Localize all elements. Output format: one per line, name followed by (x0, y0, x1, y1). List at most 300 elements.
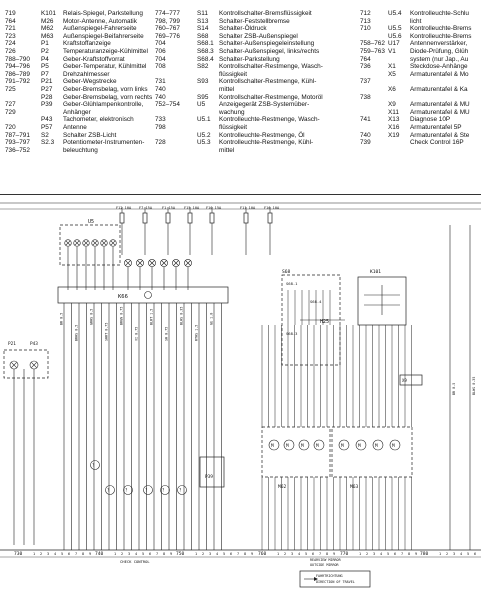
bottom-label: DIRECTION OF TRAVEL (316, 580, 355, 584)
legend-desc: Potentiometer-Instrumenten- (63, 139, 145, 147)
legend-code: P5 (41, 63, 49, 71)
legend-row (155, 109, 323, 117)
legend-row (155, 63, 323, 71)
legend-code: X5 (388, 70, 396, 78)
legend-num: 712 (360, 10, 371, 17)
legend-row (360, 40, 471, 48)
legend-num: 727 (5, 101, 16, 109)
component-label: M62 (278, 485, 287, 490)
legend-desc: Armaturentafel 5P (410, 123, 462, 131)
bus-digit: 3 (453, 552, 456, 556)
legend-code: P21 (41, 78, 53, 86)
legend-code: K101 (41, 10, 56, 17)
legend-num: 764 (5, 17, 16, 25)
legend-row (155, 147, 323, 155)
legend-num: 788–790 (5, 55, 30, 63)
component-label: M63 (350, 485, 359, 490)
motor-glyph: M (375, 444, 378, 449)
legend-desc: Kontrolleuchte-Brems (410, 25, 472, 33)
sensor-glyph: ? (107, 487, 110, 493)
legend-desc: Kontrollschalter-Restmenge, Wasch- (219, 63, 323, 71)
legend-code: U5.1 (197, 116, 211, 124)
legend-row (155, 40, 323, 48)
legend-row (360, 48, 471, 56)
legend-code: M62 (41, 25, 54, 33)
bus-digit: 6 (312, 552, 315, 556)
legend-num: 798, 799 (155, 17, 180, 25)
fuse-label: F12 10A (116, 206, 132, 210)
legend-desc: mittel (219, 146, 235, 154)
legend-num (360, 33, 388, 41)
motor-glyph: M (341, 444, 344, 449)
legend-row (5, 78, 152, 86)
legend-row (5, 18, 152, 26)
legend-num: 740 (155, 85, 166, 93)
legend-desc: Kontrolleuchte-Restmenge, Wasch- (219, 116, 320, 124)
sensor-glyph: ? (92, 462, 95, 468)
bus-digit: 9 (89, 552, 92, 556)
legend-row (5, 56, 152, 64)
fuse-symbol (244, 213, 248, 223)
bus-number: 750 (176, 552, 185, 557)
legend-desc: Außenspiegel-Beifahrerseite (63, 32, 144, 40)
bus-digit: 8 (408, 552, 411, 556)
wire-color-label: BRGN 0.75 (119, 306, 124, 325)
legend-column-3 (360, 10, 471, 147)
legend-row (360, 109, 471, 117)
bottom-label: CHECK CONTROL (120, 559, 150, 564)
legend-code: X19 (388, 131, 400, 139)
bus-digit: 4 (135, 552, 138, 556)
legend-row (155, 139, 323, 147)
legend-code: P7 (41, 70, 49, 78)
legend-num: 733 (155, 116, 166, 124)
bus-digit: 5 (223, 552, 226, 556)
legend-desc: Kontrolleuchte-Restmenge, Öl (219, 131, 305, 139)
legend-code: P28 (41, 93, 53, 101)
wire-color-label: VI 0.75 (134, 326, 139, 341)
legend-desc: Armaturentafel & Ste (410, 131, 470, 139)
legend-num: 737 (360, 78, 371, 86)
fuse-symbol (210, 213, 214, 223)
legend-row (360, 25, 471, 33)
component-label: X9 (402, 378, 407, 383)
legend-num: 769–776 (155, 32, 180, 40)
legend-row (360, 124, 471, 132)
legend-num: 794–796 (5, 63, 30, 71)
legend-code: U5.3 (197, 139, 211, 147)
legend-desc: Geber-Bremsbelag, vorn rechts (63, 93, 153, 101)
legend-row (360, 86, 471, 94)
sensor-glyph: ? (125, 487, 128, 493)
legend-code (388, 78, 410, 86)
legend-code: X1 (388, 63, 396, 71)
legend-row (155, 48, 323, 56)
legend-num: 740 (360, 131, 371, 139)
legend-num: 774–777 (155, 10, 180, 17)
legend-desc: Armaturentafel & Mo (410, 70, 469, 78)
legend-code: X6 (388, 85, 396, 93)
bus-digit: 8 (82, 552, 85, 556)
bus-digit: 7 (319, 552, 322, 556)
fuse-label: F1 15A (162, 206, 175, 210)
legend-code: U17 (388, 40, 400, 48)
sensor-glyph: ? (162, 487, 165, 493)
legend-code: X9 (388, 101, 396, 109)
legend-desc: Armaturentafel & MU (410, 101, 470, 109)
legend-num: 713 (360, 17, 371, 25)
wire-color-label: RTWS 1.5 (194, 324, 199, 341)
m62-mirror-assembly (262, 427, 330, 477)
bus-digit: 1 (33, 552, 36, 556)
legend-desc: Schalter-Außenspiegeleinstellung (219, 40, 315, 48)
legend-row (155, 132, 323, 140)
legend-num: 729 (5, 108, 16, 116)
legend-desc: mittel (219, 85, 235, 93)
legend-desc: flüssigkeit (219, 123, 248, 131)
legend-num: 719 (5, 10, 16, 17)
legend-code: S68.1 (197, 40, 214, 48)
legend-desc: flüssigkeit (219, 70, 248, 78)
legend-desc: Motor-Antenne, Automatik (63, 17, 137, 25)
legend-code: S14 (197, 25, 209, 33)
legend-num: 721 (5, 25, 16, 33)
legend-code: U5.5 (388, 25, 402, 33)
legend-row (155, 124, 323, 132)
legend-num (5, 94, 41, 102)
legend-code: S13 (197, 17, 209, 25)
bus-digit: 2 (40, 552, 43, 556)
motor-glyph: M (316, 444, 319, 449)
legend-desc: Kraftstoffanzeige (63, 40, 111, 48)
legend-code: S2 (41, 131, 49, 139)
legend-num: 758–762 (360, 40, 385, 48)
legend-num: 786–789 (5, 70, 30, 78)
legend-row (155, 71, 323, 79)
bus-digit: 3 (128, 552, 131, 556)
legend-code: S68.4 (197, 55, 214, 63)
bus-digit: 2 (366, 552, 369, 556)
legend-row (5, 10, 152, 18)
legend-desc: Geber-Bremsbelag, vorn links (63, 85, 148, 93)
legend-code (197, 124, 219, 132)
bus-digit: 1 (114, 552, 117, 556)
legend-row (360, 18, 471, 26)
bus-digit: 1 (359, 552, 362, 556)
fuse-label: F16 10A (264, 206, 280, 210)
legend-num: 764 (360, 55, 371, 63)
legend-desc: Check Control 16P (410, 139, 464, 147)
legend-desc: Schalter-Öldruck (219, 25, 267, 33)
component-label: U5 (88, 219, 95, 225)
legend-desc: Schalter-Außenspiegel, links/rechts (219, 47, 320, 55)
legend-num: 738 (360, 93, 371, 101)
legend-desc: Anzeigegerät ZSB-Systemüber- (219, 101, 310, 109)
legend-desc: Diode-Prüfung, Glüh (410, 47, 469, 55)
legend-row (5, 116, 152, 124)
bus-digit: 4 (54, 552, 57, 556)
bus-digit: 3 (373, 552, 376, 556)
legend-desc: Kontrollschalter-Restmenge, Motoröl (219, 93, 323, 101)
legend-code: U5.2 (197, 131, 211, 139)
legend-desc: system (nur Jap., Au (410, 55, 469, 63)
legend-code: S11 (197, 10, 208, 17)
bus-digit: 3 (47, 552, 50, 556)
bus-digit: 9 (333, 552, 336, 556)
legend-code: P43 (41, 116, 53, 124)
fuse-symbol (268, 213, 272, 223)
motor-glyph: M (392, 444, 395, 449)
schematic-canvas (0, 195, 481, 600)
bus-digit: 6 (394, 552, 397, 556)
bus-digit: 7 (75, 552, 78, 556)
wire-color-label: SWRT 0.75 (104, 322, 109, 341)
legend-code: U5.4 (388, 10, 402, 17)
legend-num: 724 (5, 40, 16, 48)
legend-num (360, 109, 388, 117)
legend-desc: Kontrolleuchte-Schlu (410, 10, 469, 17)
wire-color-label: BLWS 0.35 (179, 306, 184, 325)
component-label: H25 (320, 319, 330, 325)
legend-row (360, 63, 471, 71)
bus-digit: 5 (387, 552, 390, 556)
legend-desc: Geber-Wegstrecke (63, 78, 117, 86)
legend-row (155, 56, 323, 64)
component-label: K101 (370, 270, 382, 275)
legend-num: 725 (5, 85, 16, 93)
legend-row (360, 101, 471, 109)
component-label: K66 (118, 294, 128, 300)
legend-row (5, 101, 152, 109)
legend-row (360, 33, 471, 41)
legend-code (197, 71, 219, 79)
legend-row (155, 78, 323, 86)
legend-num: 704 (155, 55, 166, 63)
fuse-label: F11 10A (240, 206, 256, 210)
bus-digit: 2 (202, 552, 205, 556)
motor-glyph: M (271, 444, 274, 449)
legend-desc: Anhänger (63, 108, 91, 116)
legend-row (5, 33, 152, 41)
legend-desc: Steckdose-Anhänge (410, 63, 468, 71)
legend-desc: Kontrolleuchte-Brems (410, 32, 472, 40)
legend-code: S95 (197, 93, 209, 101)
legend-num: 752–754 (155, 101, 180, 109)
legend-num (360, 124, 388, 132)
legend-row (155, 33, 323, 41)
fuse-symbol (166, 213, 170, 223)
legend-row (360, 78, 471, 86)
legend-row (5, 147, 152, 155)
legend-code (41, 147, 63, 155)
legend-row (5, 94, 152, 102)
legend-code (388, 18, 410, 26)
bus-digit: 2 (284, 552, 287, 556)
bottom-label: FAHRTRICHTUNG (316, 574, 343, 578)
legend-num (155, 132, 197, 140)
legend-row (360, 139, 471, 147)
legend-code: X16 (388, 123, 400, 131)
bus-number: 730 (14, 552, 23, 557)
bus-digit: 1 (439, 552, 442, 556)
wire-color-label: BLRT 1.5 (149, 308, 154, 325)
legend-desc: Armaturentafel & MU (410, 108, 470, 116)
legend-code: P27 (41, 85, 53, 93)
legend-desc: Schalter-Parkstellung (219, 55, 280, 63)
bus-digit: 2 (121, 552, 124, 556)
bus-digit: 5 (467, 552, 470, 556)
bus-number: 760 (258, 552, 267, 557)
component-label: S68.3 (286, 331, 298, 336)
bus-digit: 4 (380, 552, 383, 556)
legend-code: V1 (388, 47, 396, 55)
wire-color-label: BLWS 0.35 (472, 376, 476, 395)
legend-desc: Drehzahlmesser (63, 70, 110, 78)
bus-number: 780 (420, 552, 429, 557)
component-label: P43 (30, 342, 38, 347)
bus-digit: 8 (326, 552, 329, 556)
sensor-glyph: ? (145, 487, 148, 493)
legend-num (155, 147, 197, 155)
legend-num (360, 71, 388, 79)
legend-desc: wachung (219, 108, 245, 116)
legend-row (5, 40, 152, 48)
p21-p43-box (4, 350, 48, 378)
legend-row (360, 56, 471, 64)
bus-digit: 6 (474, 552, 477, 556)
legend-code (388, 139, 410, 147)
legend-num: 728 (155, 139, 166, 147)
motor-glyph: M (286, 444, 289, 449)
motor-glyph: M (358, 444, 361, 449)
component-legend (0, 10, 481, 193)
legend-row (5, 132, 152, 140)
bottom-label: REARVIEW MIRROR (310, 558, 341, 562)
bus-digit: 5 (142, 552, 145, 556)
fuse-label: F7 15A (139, 206, 152, 210)
legend-row (5, 109, 152, 117)
bus-digit: 8 (163, 552, 166, 556)
bus-digit: 4 (216, 552, 219, 556)
legend-desc: Geber-Temperatur, Kühlmittel (63, 63, 147, 71)
legend-num: 739 (360, 139, 371, 147)
legend-code: S93 (197, 78, 209, 86)
legend-code (388, 94, 410, 102)
component-label: S68 (282, 270, 291, 275)
legend-desc: Armaturentafel & Ka (410, 85, 468, 93)
legend-num: 798 (155, 123, 166, 131)
component-label: P21 (8, 342, 16, 347)
legend-code (41, 109, 63, 117)
legend-code: P2 (41, 47, 49, 55)
legend-num: 720 (5, 123, 16, 131)
legend-num (5, 116, 41, 124)
legend-row (5, 25, 152, 33)
legend-desc: Schalter ZSB-Außenspiegel (219, 32, 298, 40)
bus-digit: 4 (298, 552, 301, 556)
legend-num: 726 (5, 47, 16, 55)
legend-code (197, 86, 219, 94)
sensor-glyph: ? (179, 487, 182, 493)
legend-num (155, 109, 197, 117)
legend-num: 736 (360, 63, 371, 71)
legend-row (155, 86, 323, 94)
legend-num: 706 (155, 47, 166, 55)
bus-digit: 9 (170, 552, 173, 556)
legend-code: X11 (388, 108, 399, 116)
legend-num: 708 (155, 63, 166, 71)
legend-num: 736–752 (5, 146, 30, 154)
legend-code (197, 109, 219, 117)
bus-digit: 4 (460, 552, 463, 556)
legend-num: 731 (155, 78, 166, 86)
legend-code: M63 (41, 32, 54, 40)
legend-num: 759–763 (360, 47, 385, 55)
wire-color-label: BRWS 0.5 (74, 324, 79, 341)
legend-num (360, 101, 388, 109)
motor-glyph: M (301, 444, 304, 449)
clock-symbol (145, 292, 152, 299)
legend-code: M26 (41, 17, 54, 25)
legend-row (360, 116, 471, 124)
component-label: P39 (205, 475, 213, 480)
component-label: S68.1 (286, 281, 298, 286)
legend-desc: beleuchtung (63, 146, 98, 154)
bus-digit: 5 (61, 552, 64, 556)
legend-num: 723 (5, 32, 16, 40)
legend-row (155, 101, 323, 109)
wire-color-label: BR 0.5 (452, 382, 456, 395)
bus-digit: 7 (401, 552, 404, 556)
legend-row (5, 48, 152, 56)
legend-desc: Geber-Glühlampenkontrolle, (63, 101, 144, 109)
legend-num: 760–767 (155, 25, 180, 33)
legend-num (155, 71, 197, 79)
bus-digit: 6 (230, 552, 233, 556)
legend-num: 791–792 (5, 78, 30, 86)
legend-desc: Kontrollschalter-Restmenge, Kühl- (219, 78, 317, 86)
legend-code (197, 147, 219, 155)
k66-module (58, 287, 228, 303)
bottom-label: OUTSIDE MIRROR (310, 563, 339, 567)
fuse-symbol (188, 213, 192, 223)
legend-desc: Schalter ZSB-Licht (63, 131, 117, 139)
legend-code: U5 (197, 101, 206, 109)
legend-desc: Diagnose 10P (410, 116, 451, 124)
legend-desc: Antenne (63, 123, 87, 131)
legend-row (155, 116, 323, 124)
bus-digit: 9 (251, 552, 254, 556)
legend-desc: Kontrollschalter-Bremsflüssigkeit (219, 10, 312, 17)
legend-code: U5.6 (388, 32, 402, 40)
legend-row (360, 71, 471, 79)
fuse-symbol (143, 213, 147, 223)
legend-row (5, 86, 152, 94)
legend-row (155, 10, 323, 18)
legend-desc: licht (410, 17, 422, 25)
legend-num: 793–797 (5, 139, 30, 147)
wiring-schematic (0, 195, 481, 600)
legend-row (360, 94, 471, 102)
legend-desc: Geber-Kraftstoffvorrat (63, 55, 125, 63)
bus-digit: 9 (415, 552, 418, 556)
legend-code: P4 (41, 55, 49, 63)
bus-digit: 3 (209, 552, 212, 556)
legend-num: 787–791 (5, 131, 30, 139)
legend-num (360, 86, 388, 94)
legend-row (155, 25, 323, 33)
legend-row (5, 63, 152, 71)
